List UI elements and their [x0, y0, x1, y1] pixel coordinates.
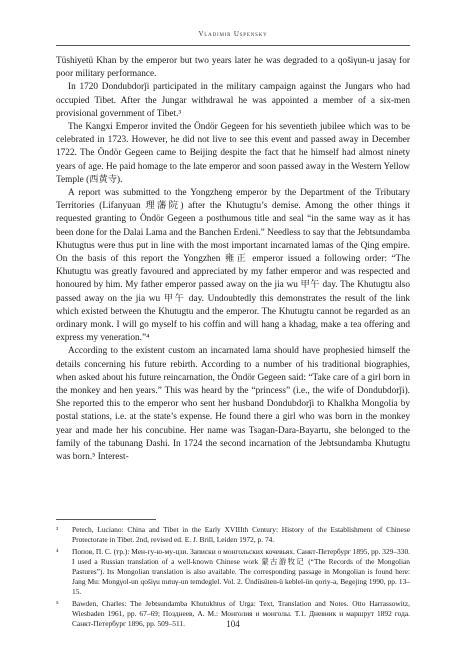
paragraph: In 1720 Dondubdorǰi participated in the military campaign against the Jungars who had occupied Tibet. After the Jungar withdrawal he was appointed a member of a six-men provisional government of Tibet.³: [56, 82, 410, 119]
footnote: [56, 547, 410, 597]
footnotes: [56, 525, 410, 630]
header-rule: [56, 45, 410, 46]
footnote: [56, 525, 410, 545]
running-head: [56, 30, 410, 38]
footnote-rule: [56, 519, 156, 520]
footnote-number: ⁴: [56, 546, 59, 556]
paragraph: The Kangxi Emperor invited the Öndör Gegeen for his seventieth jubilee which was to be celebrated in 1723. However, he did not live to see this event and passed away in December 1722. The Öndör Gegeen came to Beijing despite the fact that he himself had almost ninety years of age. He paid homage to the late emperor and soon passed away in the Western Yellow Temple (西黄寺).: [56, 122, 410, 185]
footnote-number: ³: [56, 525, 59, 534]
footnote-text: Bawden, Charles: The Jebtsundamba Khutukhtus of Urga: Text, Translation and Notes. Otto Harrassowitz, Wiesbaden 1961, pp. 67–69; Позднеев, А. М.: Монголия и монголы. Т.1. Дневник и маршрут 1892 года. Санкт-Петербург 1896, pp. 509–511.: [72, 598, 410, 628]
footnote-text: Попов, П. С. (тр.): Мен-гу-ю-му-цзи. Записки о монгольских кочевьях. Санкт-Петербург 1895, pp. 329–330. I used a Russian translation of a well-known Chinese work 蒙古游牧记 (“The Records of the Mongolian Pastures”). Its Mongolian translation is also available. The corresponding passage in Mongolian is found here: Jang Mu: Mongγol-un qošiγu nutuγ-un temdeglel. Vol. 2. Ündüsüten-ü keblel-ün qoriy-a, Begejing 1990, pp. 13–15.: [72, 546, 410, 597]
paragraph: Tüshiyetü Khan by the emperor but two years later he was degraded to a qošiγun-u jasaγ for poor military performance.: [56, 56, 410, 80]
running-head-text: Vladimir Uspensky: [198, 30, 268, 38]
page-number: 104: [226, 619, 240, 629]
footnote-text: Petech, Luciano: China and Tibet in the Early XVIIIth Century: History of the Establishment of Chinese Protectorate in Tibet. 2nd, revised ed. E. J. Brill, Leiden 1972, p. 74.: [72, 525, 410, 545]
footnote-number: ⁵: [56, 598, 59, 608]
paragraph: According to the existent custom an incarnated lama should have prophesied himself the details concerning his future rebirth. According to a number of his traditional biographies, when asked about his future reincarnation, the Öndör Gegeen said: “Take care of a girl born in the monkey and hen years.” This was heard by the “princess” (i.e., the wife of Dondubdorǰi). She reported this to the emperor who sent her husband Dondubdorǰi to Khalkha Mongolia by postal stations, i.e. at the state’s expense. He found there a girl who was born in the monkey year and made her his concubine. Her name was Tsagan-Dara-Bayartu, she belonged to the family of the tabunang Dashi. In 1724 the second incarnation of the Jebtsundamba Khutugtu was born.⁵ Interest-: [56, 346, 410, 463]
paragraph: A report was submitted to the Yongzheng emperor by the Department of the Tributary Territories (Lifanyuan 理藩院) after the Khutugtu’s demise. Among the other things it requested granting to Öndör Gegeen a posthumous title and seal “in the same way as it has been done for the Dalai Lama and the Banchen Erdeni.” Needless to say that the Jebtsundamba Khutugtus were thus put in line with the most important incarnated lamas of the Qing empire. On the basis of this report the Yongzhen 雍正 emperor issued a following order: “The Khutugtu was greatly favoured and appreciated by my father emperor and was respected and honoured by him. My father emperor passed away on the jia wu 甲午 day. The Khutugtu also passed away on the jia wu 甲午 day. Undoubtedly this demonstrates the result of the link which existed between the Khutugtu and the emperor. The Khutugtu cannot be regarded as an ordinary monk. I will go myself to his coffin and will hang a khadag, make a tea offering and express my veneration.”⁴: [56, 188, 410, 344]
main-text: [56, 55, 410, 464]
